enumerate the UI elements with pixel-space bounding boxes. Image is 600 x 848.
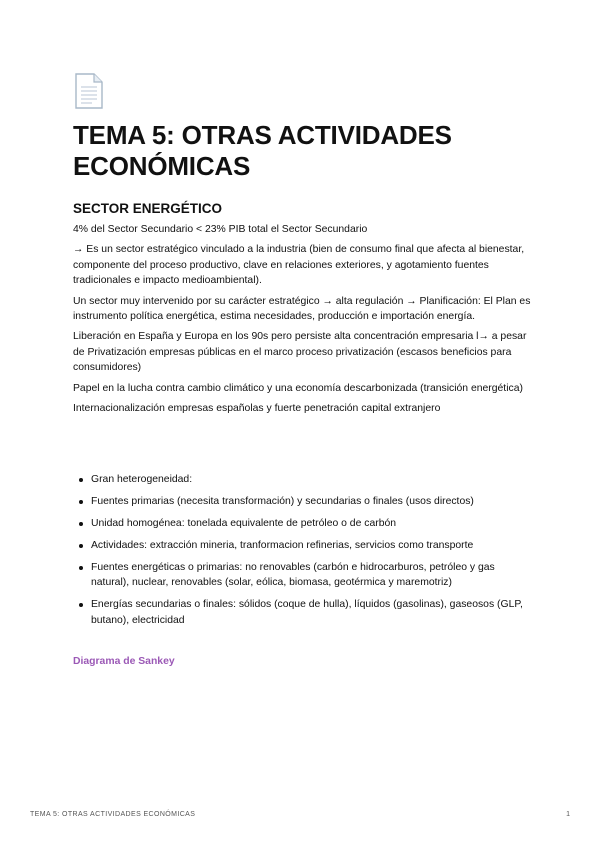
bullet-icon (79, 544, 83, 548)
list-item-text: Unidad homogénea: tonelada equivalente de petróleo o de carbón (91, 518, 397, 529)
bullet-icon (79, 566, 83, 570)
bullet-icon (79, 500, 83, 504)
sankey-diagram-link[interactable]: Diagrama de Sankey (73, 656, 175, 667)
section-body (73, 222, 533, 421)
document-page-icon (74, 73, 104, 109)
bullet-icon (79, 478, 83, 482)
page-title: TEMA 5: OTRAS ACTIVIDADES ECONÓMICAS (73, 120, 452, 181)
list-item-text: Energías secundarias o finales: sólidos (coque de hulla), líquidos (gasolinas), gaseosos (GLP, butano), electricidad (91, 599, 523, 626)
bullet-icon (79, 522, 83, 526)
paragraph: → Es un sector estratégico vinculado a la industria (bien de consumo final que afecta al bienestar, componente del proceso productivo, clave en relaciones exteriores, y agotamiento fuentes tradicionales e impacto medioambiental). (73, 244, 525, 287)
list-item-text: Gran heterogeneidad: (91, 474, 193, 485)
page-number: 1 (566, 811, 570, 818)
section-heading: SECTOR ENERGÉTICO (73, 201, 223, 216)
list-item-text: Actividades: extracción mineria, tranformacion refinerias, servicios como transporte (91, 540, 474, 551)
paragraph: Internacionalización empresas españolas y fuerte penetración capital extranjero (73, 403, 441, 415)
footer-title: TEMA 5: OTRAS ACTIVIDADES ECONÓMICAS (30, 811, 196, 818)
paragraph: 4% del Sector Secundario < 23% PIB total el Sector Secundario (73, 224, 368, 235)
list-item (73, 538, 533, 553)
list-item (73, 494, 533, 509)
list-item (73, 560, 533, 591)
bullet-icon (79, 603, 83, 607)
list-item (73, 597, 533, 628)
paragraph: Liberación en España y Europa en los 90s pero persiste alta concentración empresaria l→ a pesar de Privatización empresas públicas en el marco proceso privatización (escasos beneficios para consumidores) (73, 331, 527, 374)
list-item (73, 472, 533, 487)
paragraph: Un sector muy intervenido por su carácter estratégico → alta regulación → Planificación: El Plan es instrumento política energética, estima necesidades, producción e importación energía. (73, 295, 531, 323)
list-item-text: Fuentes primarias (necesita transformación) y secundarias o finales (usos directos) (91, 496, 474, 507)
list-item-text: Fuentes energéticas o primarias: no renovables (carbón e hidrocarburos, petróleo y gas natural), nuclear, renovables (solar, eólica, biomasa, geotérmica y maremotriz) (91, 562, 495, 589)
bullet-list (73, 472, 533, 635)
paragraph: Papel en la lucha contra cambio climático y una economía descarbonizada (transición energética) (73, 382, 523, 394)
list-item (73, 516, 533, 531)
